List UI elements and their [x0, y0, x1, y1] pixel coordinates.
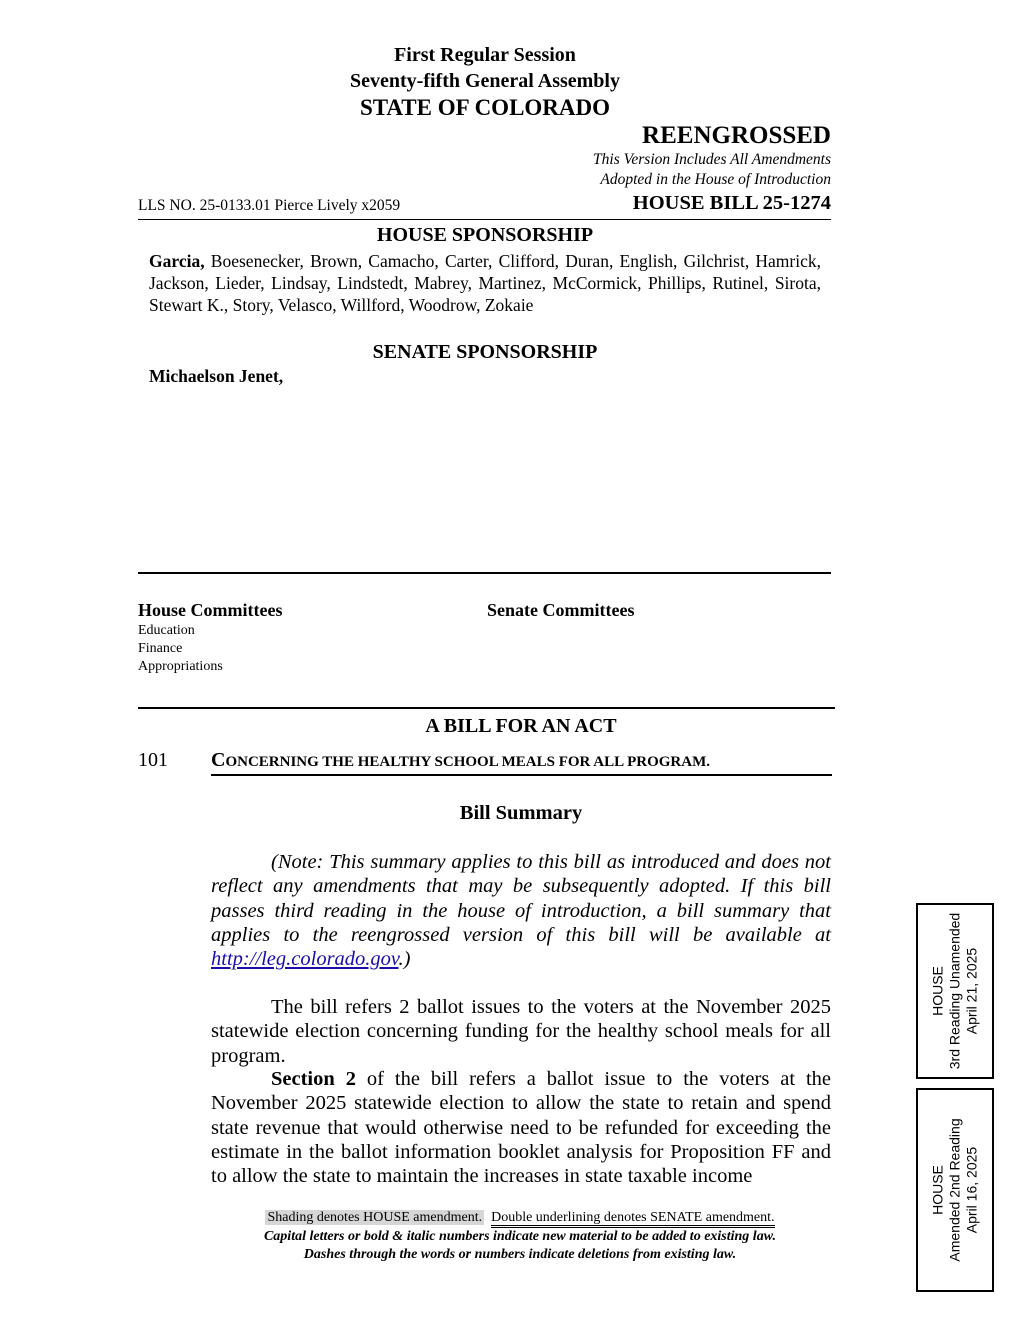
act-top-rule	[138, 707, 835, 709]
house-shading-legend: Shading denotes HOUSE amendment.	[267, 1210, 483, 1225]
house-committees-heading: House Committees	[138, 600, 283, 620]
senate-lead-sponsor: Michaelson Jenet,	[149, 366, 284, 386]
session-title: First Regular Session	[394, 44, 576, 66]
summary-note-end: .)	[398, 948, 411, 971]
status-reengrossed: REENGROSSED	[642, 122, 831, 149]
act-heading: A BILL FOR AN ACT	[425, 715, 617, 737]
stamp-date: April 21, 2025	[963, 947, 980, 1035]
lls-number: LLS NO. 25-0133.01 Pierce Lively x2059	[138, 197, 401, 214]
header-divider	[138, 219, 831, 220]
stamp-chamber: HOUSE	[929, 966, 946, 1016]
house-sponsor-list: Boesenecker, Brown, Camacho, Carter, Clifford, Duran, English, Gilchrist, Hamrick, Jackson, Lieder, Lindsay, Lindstedt, Mabrey, Martinez, McCormick, Phillips, Rutinel, Sirota, Stewart K., Story, Velasco, Willford, Woodrow, Zokaie	[149, 251, 822, 315]
act-title-rest: ONCERNING THE HEALTHY SCHOOL MEALS FOR ALL PROGRAM.	[225, 754, 710, 770]
committees-top-rule	[138, 572, 831, 574]
senate-underline-legend: Double underlining denotes SENATE amendment.	[491, 1210, 774, 1228]
stamp-second-reading	[916, 1088, 994, 1292]
summary-paragraph-1-text: The bill refers 2 ballot issues to the voters at the November 2025 statewide election concerning funding for the healthy school meals for all program.	[211, 996, 831, 1067]
summary-paragraph-2	[211, 1067, 831, 1188]
state-title: STATE OF COLORADO	[359, 95, 611, 120]
senate-committees-heading: Senate Committees	[487, 600, 635, 620]
act-bottom-rule	[211, 774, 832, 776]
stamp-action: Amended 2nd Reading	[946, 1118, 963, 1262]
bill-number: HOUSE BILL 25-1274	[632, 192, 831, 214]
summary-note-text: (Note: This summary applies to this bill as introduced and does not reflect any amendments that may be subsequently adopted. If this bill passes third reading in the house of introduction, a bill summary that applies to the reengrossed version of this bill will be available at	[211, 851, 831, 946]
bill-summary-heading: Bill Summary	[459, 802, 583, 824]
act-title-initial: C	[211, 749, 226, 771]
summary-paragraph-1	[211, 995, 831, 1068]
section-2-label: Section 2	[271, 1068, 356, 1090]
stamp-third-reading	[916, 903, 994, 1079]
house-sponsors	[149, 250, 821, 316]
line-number: 101	[138, 749, 168, 771]
summary-note	[211, 850, 831, 971]
committee-item: Appropriations	[138, 659, 223, 674]
stamp-action: 3rd Reading Unamended	[946, 912, 963, 1070]
committee-item: Finance	[138, 641, 183, 656]
leg-website-link[interactable]: http://leg.colorado.gov	[211, 948, 399, 971]
legend-deletions: Dashes through the words or numbers indicate deletions from existing law.	[303, 1247, 737, 1262]
legend-new-material: Capital letters or bold & italic numbers indicate new material to be added to existing law.	[263, 1229, 777, 1244]
amendment-legend	[140, 1210, 900, 1226]
assembly-title: Seventy-fifth General Assembly	[350, 70, 620, 92]
house-lead-sponsor: Garcia,	[149, 251, 205, 271]
stamp-chamber: HOUSE	[929, 1165, 946, 1215]
version-note-1: This Version Includes All Amendments	[593, 151, 831, 168]
house-sponsorship-heading: HOUSE SPONSORSHIP	[376, 224, 594, 246]
committee-item: Education	[138, 623, 195, 638]
stamp-date: April 16, 2025	[963, 1146, 980, 1234]
act-title	[211, 749, 710, 772]
house-committee-list	[138, 622, 223, 676]
version-note-2: Adopted in the House of Introduction	[600, 171, 831, 188]
senate-sponsorship-heading: SENATE SPONSORSHIP	[372, 341, 598, 363]
summary-paragraph-2-text: of the bill refers a ballot issue to the voters at the November 2025 statewide election to allow the state to retain and spend state revenue that would otherwise need to be refunded for exceeding the estimate in the ballot information booklet analysis for Proposition FF and to allow the state to maintain the increases in state taxable income	[211, 1068, 832, 1188]
